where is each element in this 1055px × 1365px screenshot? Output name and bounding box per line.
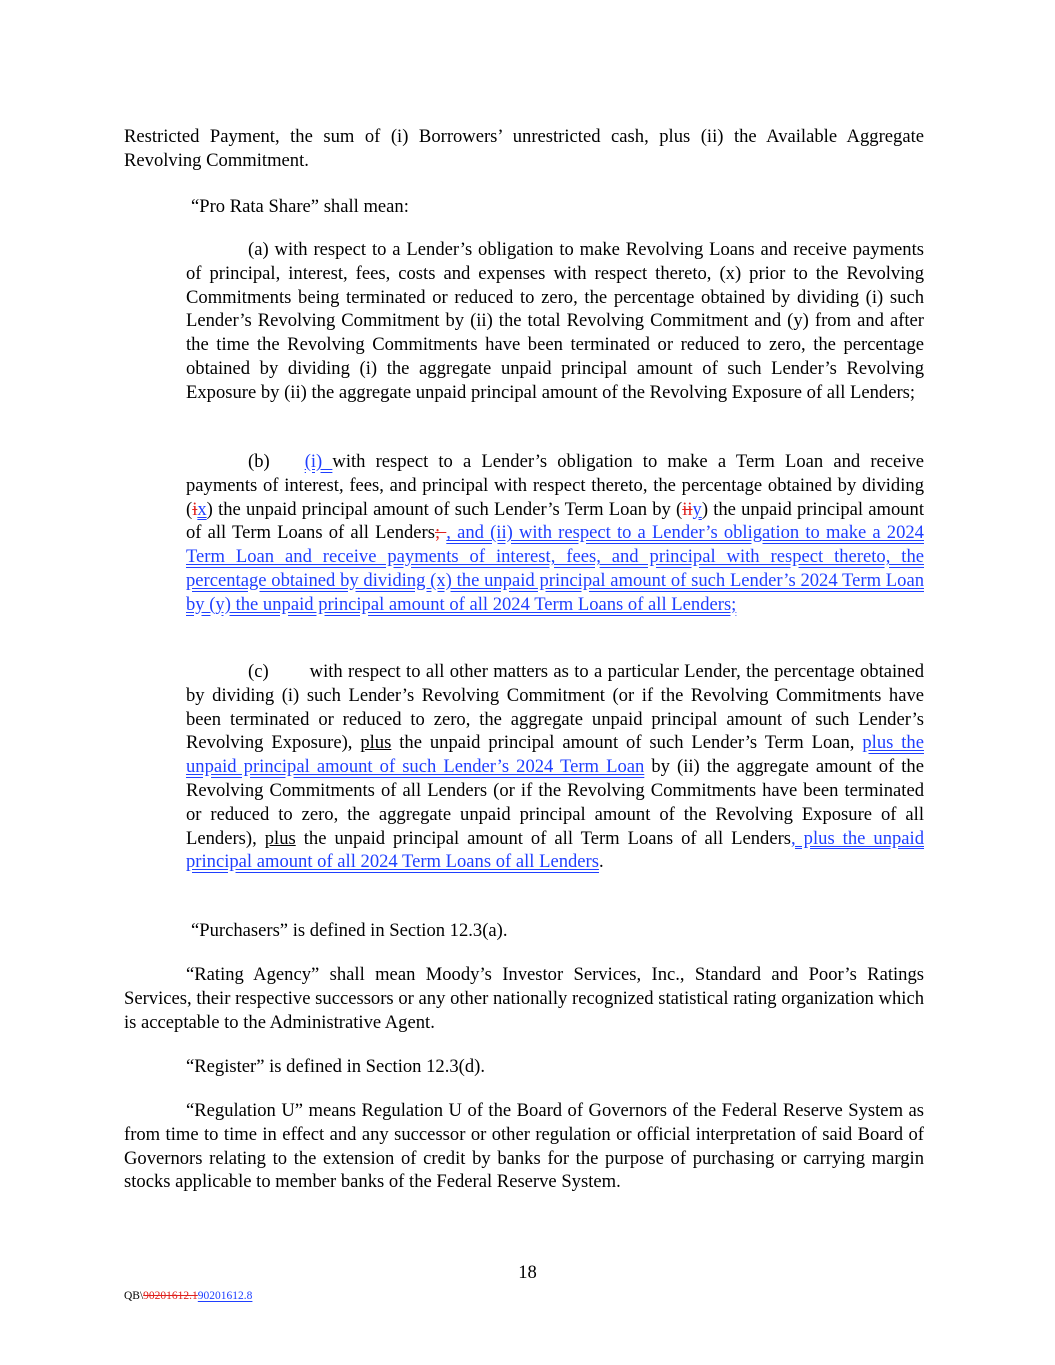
insertion-b-1: x bbox=[197, 498, 207, 520]
page-number: 18 bbox=[518, 1262, 537, 1283]
definition-purchasers: “Purchasers” is defined in Section 12.3(a). bbox=[191, 920, 508, 941]
clause-b-text-2: ) the unpaid principal amount of such Lender’s Term Loan by ( bbox=[206, 498, 683, 520]
clause-b-text-3: ) the unpaid principal amount of all Term Loans of all Lenders bbox=[186, 498, 925, 544]
clause-c-text-3: by (ii) the aggregate amount of the Revolving Commitments of all Lenders (or if the Revolving Commitments have been terminated or reduced to zero, the aggregate unpaid principal amount of the Revolving Exposure of all Lenders), bbox=[186, 756, 924, 849]
insertion-c-1: plus the unpaid principal amount of such Lender’s 2024 Term Loan bbox=[186, 732, 924, 778]
definition-rating-agency: “Rating Agency” shall mean Moody’s Investor Services, Inc., Standard and Poor’s Ratings Services, their respective successors or any other nationally recognized statistical rating organization which is acceptable to the Administrative Agent. bbox=[124, 964, 924, 1033]
footer-inserted-id: 90201612.8 bbox=[197, 1290, 253, 1302]
clause-c-plus-2: plus bbox=[264, 827, 296, 849]
paragraph-restricted-payment: Restricted Payment, the sum of (i) Borrowers’ unrestricted cash, plus (ii) the Available Aggregate Revolving Commitment. bbox=[124, 126, 924, 171]
clause-a: (a) with respect to a Lender’s obligation to make Revolving Loans and receive payments of principal, interest, fees, costs and expenses with respect thereto, (x) prior to the Revolving Commitments being terminated or reduced to zero, the percentage obtained by dividing (i) such Lender’s Revolving Commitment by (ii) the total Revolving Commitment and (y) from and after the time the Revolving Commitments have been terminated or reduced to zero, the percentage obtained by dividing (i) the aggregate unpaid principal amount of such Lender’s Revolving Exposure by (ii) the aggregate unpaid principal amount of the Revolving Exposure of all Lenders; bbox=[186, 239, 924, 403]
deletion-b-3: ; bbox=[434, 522, 447, 544]
clause-c-label: (c) bbox=[248, 661, 269, 682]
insertion-b-3: , and (ii) with respect to a Lender’s obligation to make a 2024 Term Loan and receive payments of interest, fees, and principal with respect thereto, the percentage obtained by dividing (x) the unpaid principal amount of such Lender’s 2024 Term Loan by (y) the unpaid principal amount of all 2024 Term Loans of all Lenders; bbox=[186, 522, 924, 615]
clause-c-text-5: . bbox=[598, 851, 604, 873]
clause-b-text-1: with respect to a Lender’s obligation to make a Term Loan and receive payments of interest, fees, and principal with respect thereto, the percentage obtained by dividing ( bbox=[186, 451, 924, 520]
document-footer bbox=[124, 1289, 252, 1303]
deletion-b-1: i bbox=[192, 498, 198, 520]
clause-c-text-1: with respect to all other matters as to a particular Lender, the percentage obtained by dividing (i) such Lender’s Revolving Commitment (or if the Revolving Commitments have been terminated or reduced to zero, the aggregate unpaid principal amount of such Lender’s Revolving Exposure), bbox=[186, 661, 924, 754]
clause-c-text-2: the unpaid principal amount of such Lender’s Term Loan, bbox=[391, 732, 863, 754]
definition-regulation-u: “Regulation U” means Regulation U of the Board of Governors of the Federal Reserve System as from time to time in effect and any successor or other regulation or official interpretation of said Board of Governors relating to the extension of credit by banks for the purpose of purchasing or carrying margin stocks applicable to member banks of the Federal Reserve System. bbox=[124, 1100, 924, 1193]
clause-b-label: (b) bbox=[248, 451, 270, 472]
clause-b bbox=[186, 450, 924, 617]
definition-pro-rata-share-heading: “Pro Rata Share” shall mean: bbox=[191, 196, 409, 217]
footer-prefix: QB\ bbox=[124, 1290, 144, 1302]
insertion-b-i: (i) bbox=[304, 451, 333, 472]
footer-deleted-id: 90201612.1 bbox=[143, 1290, 198, 1302]
insertion-b-2: y bbox=[692, 498, 702, 520]
clause-c-text-4: the unpaid principal amount of all Term Loans of all Lenders bbox=[295, 827, 792, 849]
clause-c-plus-1: plus bbox=[360, 732, 392, 754]
clause-c bbox=[186, 660, 924, 874]
deletion-b-2: ii bbox=[682, 498, 693, 520]
definition-register: “Register” is defined in Section 12.3(d). bbox=[186, 1056, 485, 1077]
insertion-c-2: , plus the unpaid principal amount of all 2024 Term Loans of all Lenders bbox=[186, 827, 924, 873]
